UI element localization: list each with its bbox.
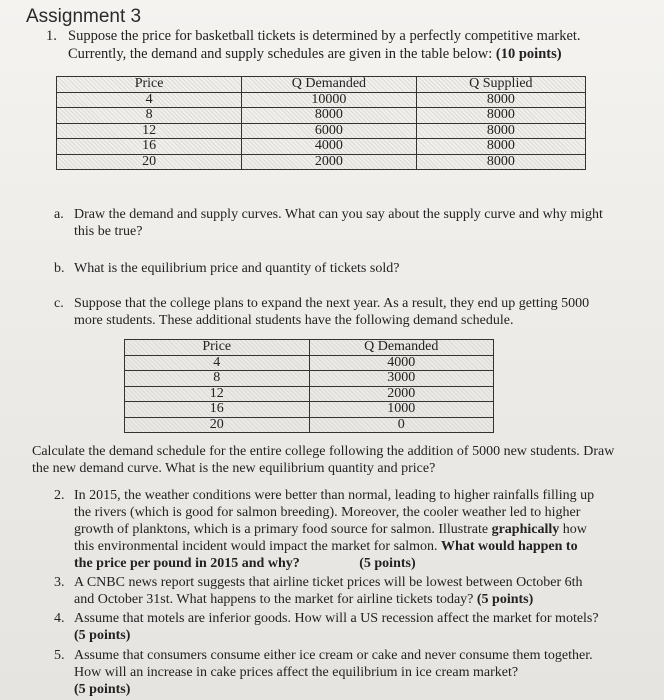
question-number: 4. bbox=[54, 611, 65, 626]
cell-price: 4 bbox=[125, 355, 310, 371]
cell-q-demanded: 4000 bbox=[242, 139, 417, 155]
table-row bbox=[125, 355, 494, 371]
question-bold-prompt: What would happen to the price per pound in 2015 and why? bbox=[74, 539, 578, 571]
part-b bbox=[54, 260, 614, 277]
cell-q-supplied: 8000 bbox=[416, 154, 585, 170]
cell-q-demanded: 6000 bbox=[242, 123, 417, 139]
table-header-row bbox=[125, 340, 494, 356]
part-c bbox=[54, 295, 594, 329]
part-text: What is the equilibrium price and quantity of tickets sold? bbox=[74, 261, 400, 276]
cell-q-supplied: 8000 bbox=[416, 92, 585, 108]
question-points: (10 points) bbox=[495, 46, 562, 62]
cell-price: 12 bbox=[57, 123, 242, 139]
table-header-row bbox=[57, 77, 586, 93]
header-q-supplied: Q Supplied bbox=[416, 77, 585, 93]
cell-price: 8 bbox=[57, 108, 242, 124]
table-row bbox=[57, 108, 586, 124]
question-text: Suppose the price for basketball tickets is determined by a perfectly competitive market. Currently, the demand and supply schedules are given in the table below: bbox=[68, 28, 581, 62]
question-number: 1. bbox=[46, 28, 57, 44]
question-2 bbox=[54, 487, 599, 572]
cell-q-supplied: 8000 bbox=[416, 123, 585, 139]
question-number: 3. bbox=[54, 575, 65, 590]
cell-price: 20 bbox=[57, 154, 242, 170]
table-row bbox=[57, 123, 586, 139]
question-text: A CNBC news report suggests that airline ticket prices will be lowest between October 6th and October 31st. What happens to the market for airline tickets today? bbox=[74, 575, 583, 607]
additional-demand-table bbox=[124, 339, 494, 433]
cell-q-demanded: 10000 bbox=[242, 92, 417, 108]
cell-q-demanded: 2000 bbox=[242, 154, 417, 170]
part-text: Draw the demand and supply curves. What can you say about the supply curve and why might this be true? bbox=[74, 207, 603, 239]
part-label: b. bbox=[54, 261, 65, 276]
question-points: (5 points) bbox=[476, 592, 534, 607]
question-text: Assume that motels are inferior goods. How will a US recession affect the market for motels? bbox=[74, 611, 599, 626]
table-row bbox=[57, 154, 586, 170]
table-row bbox=[57, 92, 586, 108]
part-a bbox=[54, 206, 614, 240]
cell-price: 16 bbox=[57, 139, 242, 155]
part-text: Suppose that the college plans to expand the next year. As a result, they end up getting 5000 more students. These additional students have the following demand schedule. bbox=[74, 296, 590, 328]
cell-price: 12 bbox=[125, 386, 310, 402]
question-number: 5. bbox=[54, 648, 65, 663]
question-points: (5 points) bbox=[359, 556, 416, 571]
question-text-cont: how this environmental incident would impact the market for salmon. bbox=[74, 522, 587, 554]
cell-price: 20 bbox=[125, 417, 310, 433]
header-price: Price bbox=[125, 340, 310, 356]
table-row bbox=[125, 402, 494, 418]
table-row bbox=[125, 417, 494, 433]
cell-q-demanded: 4000 bbox=[309, 355, 494, 371]
question-4 bbox=[54, 610, 599, 644]
question-emphasis: graphically bbox=[491, 522, 560, 537]
question-number: 2. bbox=[54, 488, 65, 503]
page-title: Assignment 3 bbox=[26, 6, 142, 27]
question-points: (5 points) bbox=[74, 628, 131, 643]
header-price: Price bbox=[57, 77, 242, 93]
question-points: (5 points) bbox=[74, 682, 131, 697]
cell-price: 16 bbox=[125, 402, 310, 418]
table-row bbox=[125, 386, 494, 402]
part-label: a. bbox=[54, 207, 64, 222]
cell-q-demanded: 3000 bbox=[309, 371, 494, 387]
cell-q-supplied: 8000 bbox=[416, 139, 585, 155]
header-q-demanded: Q Demanded bbox=[242, 77, 417, 93]
question-text: Assume that consumers consume either ice cream or cake and never consume them together. How will an increase in cake prices affect the equilibrium in ice cream market? bbox=[74, 648, 593, 680]
calculate-instruction: Calculate the demand schedule for the entire college following the addition of 5000 new students. Draw the new demand curve. What is the new equilibrium quantity and price? bbox=[32, 444, 615, 476]
cell-q-demanded: 2000 bbox=[309, 386, 494, 402]
cell-q-supplied: 8000 bbox=[416, 108, 585, 124]
question-3 bbox=[54, 574, 599, 608]
question-text: In 2015, the weather conditions were better than normal, leading to higher rainfalls filling up the rivers (which is good for salmon breeding). Moreover, the cooler weather led to higher growth of planktons, which is a primary food source for salmon. Illustrate bbox=[74, 488, 595, 537]
question-5 bbox=[54, 647, 599, 698]
supply-demand-table bbox=[56, 76, 586, 170]
header-q-demanded: Q Demanded bbox=[309, 340, 494, 356]
part-label: c. bbox=[54, 296, 64, 311]
cell-q-demanded: 8000 bbox=[242, 108, 417, 124]
cell-price: 4 bbox=[57, 92, 242, 108]
table-row bbox=[125, 371, 494, 387]
cell-q-demanded: 0 bbox=[309, 417, 494, 433]
table-row bbox=[57, 139, 586, 155]
cell-price: 8 bbox=[125, 371, 310, 387]
cell-q-demanded: 1000 bbox=[309, 402, 494, 418]
